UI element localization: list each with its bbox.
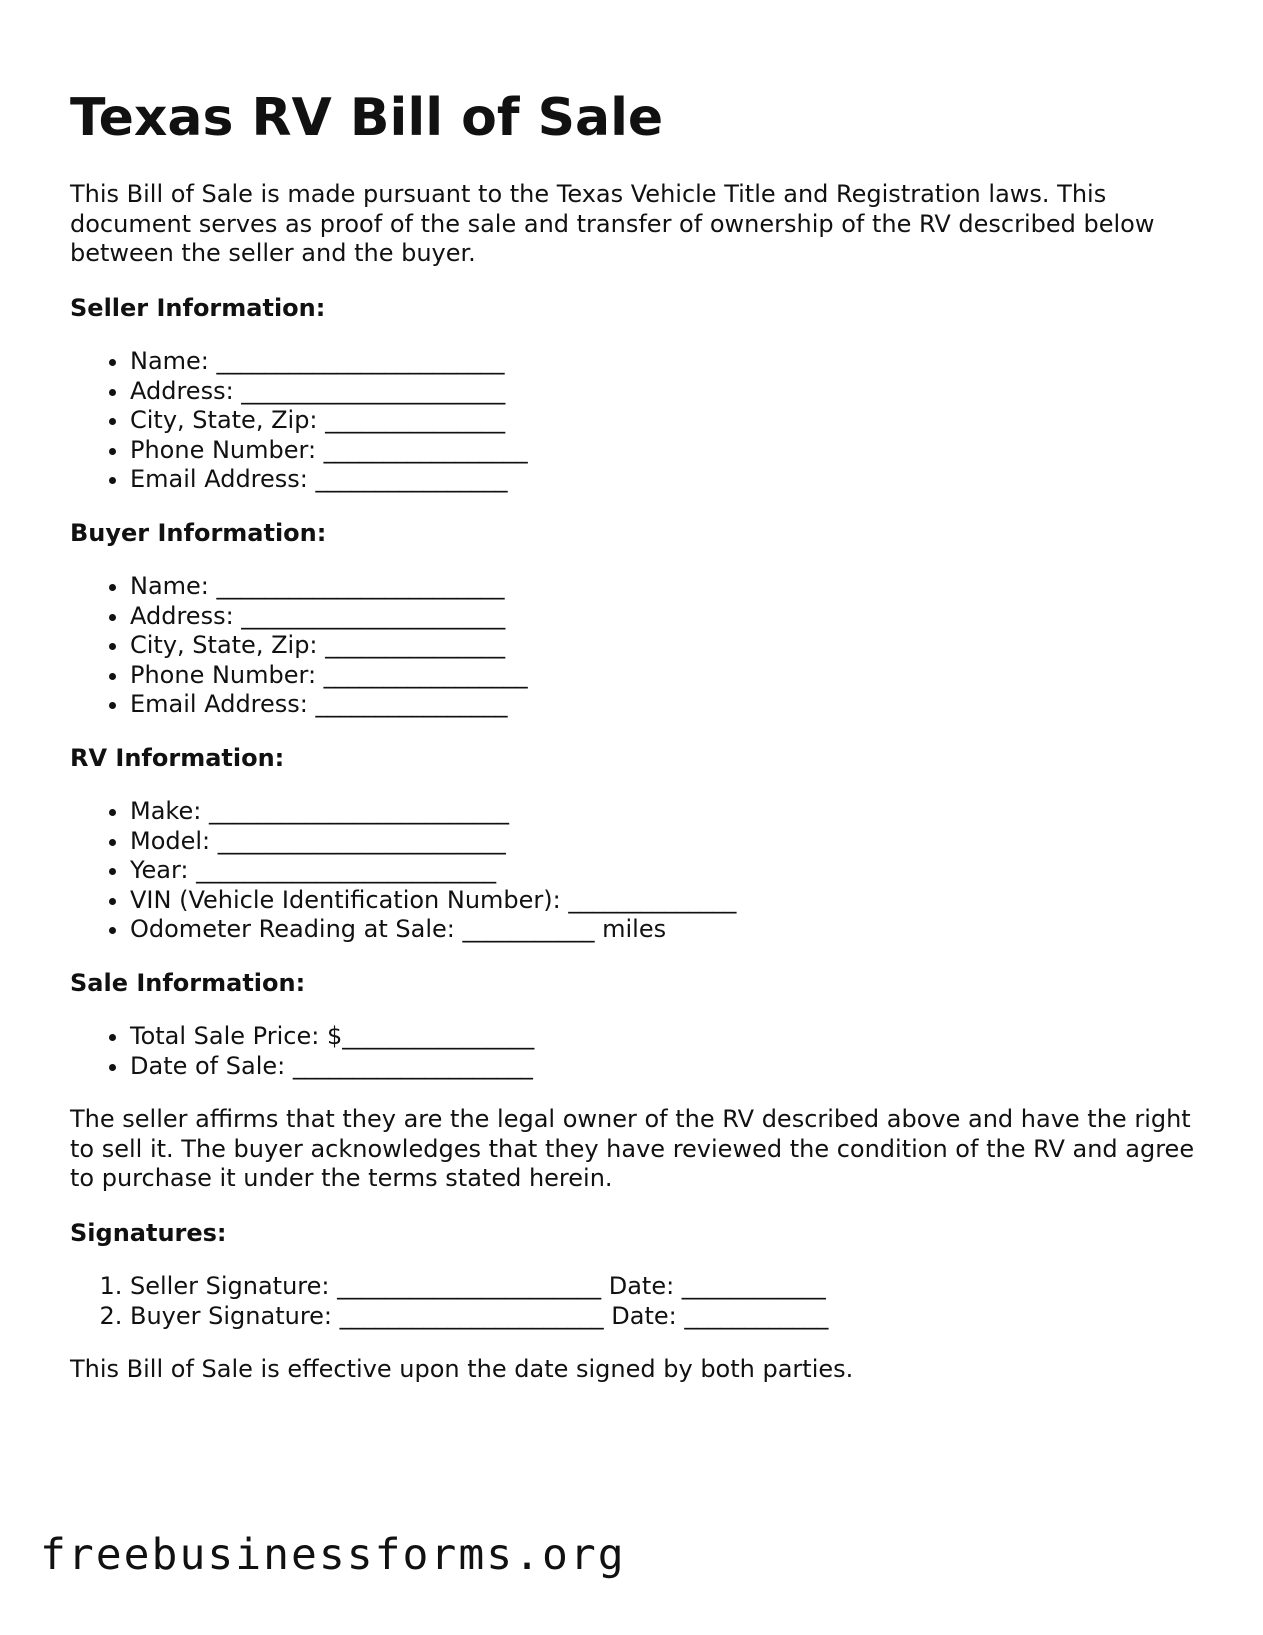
sale-price-field: • Total Sale Price: $________________ — [130, 1022, 1200, 1052]
rv-make-field: • Make: _________________________ — [130, 797, 1200, 827]
seller-address-field: • Address: ______________________ — [130, 377, 1200, 407]
signatures-list — [70, 1272, 1200, 1331]
affirmation-paragraph: The seller affirms that they are the legal owner of the RV described above and have the right to sell it. The buyer acknowledges that they have reviewed the condition of the RV and agree to purchase it under the terms stated herein. — [70, 1105, 1195, 1192]
seller-section-heading: Seller Information: — [70, 293, 326, 322]
document-title: Texas RV Bill of Sale — [70, 88, 664, 148]
seller-signature-line: 1. Seller Signature: ______________________ Date: ____________ — [130, 1272, 1200, 1302]
sale-section-heading: Sale Information: — [70, 968, 306, 997]
rv-vin-field: • VIN (Vehicle Identification Number): ______________ — [130, 886, 1200, 916]
rv-odometer-field: • Odometer Reading at Sale: ___________ miles — [130, 915, 1200, 945]
seller-phone-field: • Phone Number: _________________ — [130, 436, 1200, 466]
rv-section-heading: RV Information: — [70, 743, 285, 772]
buyer-address-field: • Address: ______________________ — [130, 602, 1200, 632]
rv-year-field: • Year: _________________________ — [130, 856, 1200, 886]
seller-name-field: • Name: ________________________ — [130, 347, 1200, 377]
buyer-section-heading: Buyer Information: — [70, 518, 327, 547]
buyer-email-field: • Email Address: ________________ — [130, 690, 1200, 720]
intro-paragraph: This Bill of Sale is made pursuant to the Texas Vehicle Title and Registration laws. This document serves as proof of the sale and transfer of ownership of the RV described below between the seller and the buyer. — [70, 180, 1155, 267]
sale-date-field: • Date of Sale: ____________________ — [130, 1052, 1200, 1082]
sale-info-list — [70, 1022, 1200, 1081]
document-page — [70, 84, 1200, 1410]
rv-model-field: • Model: ________________________ — [130, 827, 1200, 857]
buyer-signature-line: 2. Buyer Signature: ______________________ Date: ____________ — [130, 1302, 1200, 1332]
seller-city-state-zip-field: • City, State, Zip: _______________ — [130, 406, 1200, 436]
rv-info-list — [70, 797, 1200, 945]
buyer-phone-field: • Phone Number: _________________ — [130, 661, 1200, 691]
buyer-city-state-zip-field: • City, State, Zip: _______________ — [130, 631, 1200, 661]
watermark-text: freebusinessforms.org — [40, 1530, 626, 1580]
buyer-info-list — [70, 572, 1200, 720]
buyer-name-field: • Name: ________________________ — [130, 572, 1200, 602]
signatures-section-heading: Signatures: — [70, 1218, 227, 1247]
seller-email-field: • Email Address: ________________ — [130, 465, 1200, 495]
closing-paragraph: This Bill of Sale is effective upon the date signed by both parties. — [70, 1355, 854, 1383]
seller-info-list — [70, 347, 1200, 495]
